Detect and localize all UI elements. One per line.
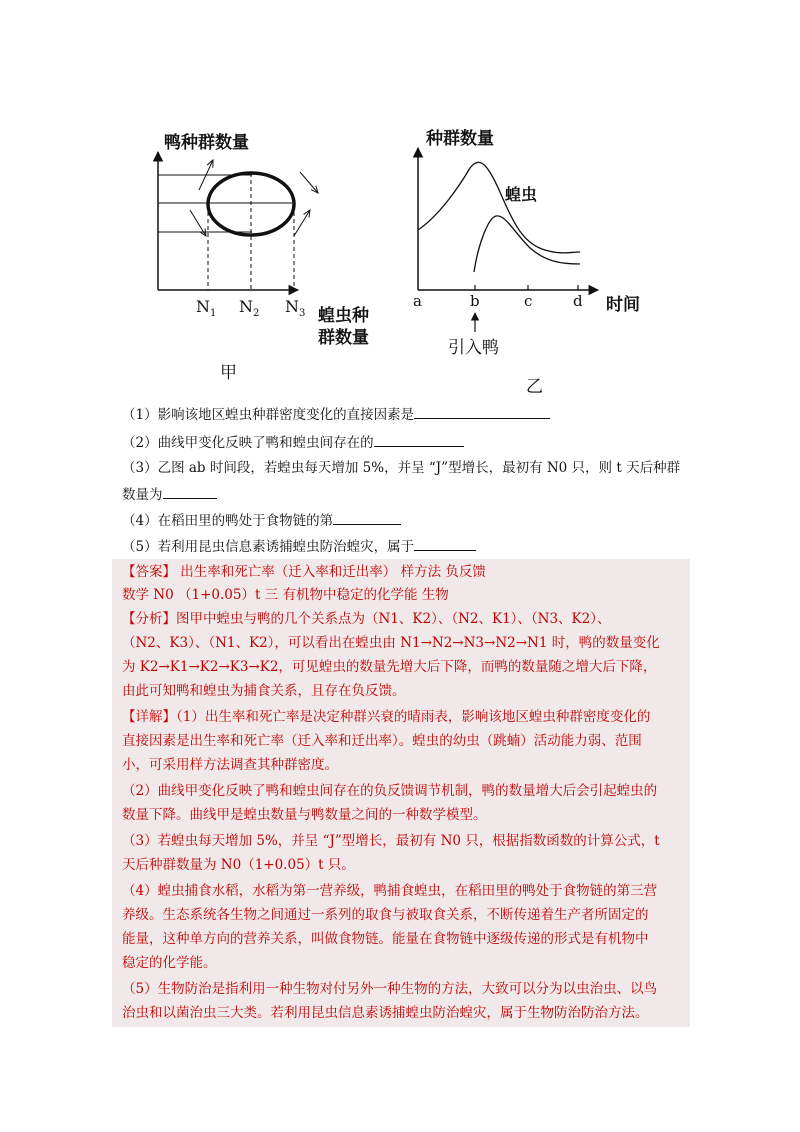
question-4-text: （4）在稻田里的鸭处于食物链的第 <box>122 513 334 529</box>
figure-area <box>0 0 800 400</box>
figure-yi <box>418 148 598 332</box>
question-3-line-2 <box>122 484 217 505</box>
jia-n3-sub: 3 <box>299 308 306 320</box>
jia-y-label: 鸭种群数量 <box>164 133 249 153</box>
jia-n1-label <box>196 297 216 319</box>
figure-svg <box>0 0 800 400</box>
question-2-blank[interactable] <box>374 432 464 447</box>
figure-jia <box>158 152 318 290</box>
detail-line-7: 天后种群数量为 N0（1+0.05）t 只。 <box>122 857 355 873</box>
jia-n3-text: N <box>285 297 299 316</box>
question-5-text: （5）若利用昆虫信息素诱捕蝗虫防治蝗灾，属于 <box>122 539 415 555</box>
question-3-line-1: （3）乙图 ab 时间段，若蝗虫每天增加 5%，并呈 “J”型增长，最初有 N0 只，则 t 天后种群 <box>122 460 681 476</box>
analysis-line-4: 由此可知鸭和蝗虫为捕食关系，且存在负反馈。 <box>122 683 406 699</box>
jia-n2-label <box>239 297 259 319</box>
detail-line-3: 小，可采用样方法调查其种群密度。 <box>122 757 338 773</box>
question-2 <box>122 432 464 453</box>
yi-arrow-note: 引入鸭 <box>448 338 499 358</box>
detail-line-1: 【详解】（1）出生率和死亡率是决定种群兴衰的晴雨表，影响该地区蝗虫种群密度变化的 <box>122 709 651 725</box>
detail-line-6: （3）若蝗虫每天增加 5%，并呈 “J”型增长，最初有 N0 只，根据指数函数的计算公式，t <box>122 833 660 849</box>
answer-line-1: 【答案】 出生率和死亡率（迁入率和迁出率） 样方法 负反馈 <box>122 564 486 580</box>
detail-line-11: 稳定的化学能。 <box>122 955 217 971</box>
jia-x-label-2: 群数量 <box>318 328 369 348</box>
question-2-text: （2）曲线甲变化反映了鸭和蝗虫间存在的 <box>122 435 374 451</box>
question-1-blank[interactable] <box>414 404 550 419</box>
jia-n3-label <box>285 297 305 319</box>
yi-locust-curve <box>418 162 580 253</box>
question-3-blank[interactable] <box>163 484 217 499</box>
question-5 <box>122 536 476 557</box>
analysis-line-1: 【分析】图甲中蝗虫与鸭的几个关系点为（N1、K2）、（N2、K1）、（N3、K2）、 <box>122 611 611 627</box>
jia-arrow-4 <box>294 210 310 236</box>
jia-arrow-2 <box>300 172 318 193</box>
question-3-text: 数量为 <box>122 487 163 503</box>
yi-tick-a: a <box>413 292 422 310</box>
jia-caption: 甲 <box>220 363 237 383</box>
analysis-line-2: （N2、K3）、（N1、K2），可以看出在蝗虫由 N1→N2→N3→N2→N1 时，鸭的数量变化 <box>122 635 660 651</box>
detail-line-10: 能量，这种单方向的营养关系，叫做食物链。能量在食物链中逐级传递的形式是有机物中 <box>122 931 649 947</box>
detail-line-8: （4）蝗虫捕食水稻，水稻为第一营养级，鸭捕食蝗虫，在稻田里的鸭处于食物链的第三营 <box>122 883 658 899</box>
answer-block <box>112 559 690 1027</box>
answer-line-2: 数学 N0 （1+0.05）t 三 有机物中稳定的化学能 生物 <box>122 587 449 603</box>
detail-line-9: 养级。生态系统各生物之间通过一系列的取食与被取食关系，不断传递着生产者所固定的 <box>122 907 649 923</box>
jia-n1-sub: 1 <box>210 308 217 320</box>
detail-line-12: （5）生物防治是指利用一种生物对付另外一种生物的方法，大致可以分为以虫治虫、以鸟 <box>122 981 658 997</box>
yi-tick-d-label: d <box>573 292 583 310</box>
question-5-blank[interactable] <box>414 536 476 551</box>
jia-n1-text: N <box>196 297 210 316</box>
question-4-blank[interactable] <box>333 510 401 525</box>
yi-tick-c-label: c <box>524 292 533 310</box>
yi-y-label: 种群数量 <box>426 129 494 149</box>
yi-series-label: 蝗虫 <box>505 185 538 204</box>
detail-line-13: 治虫和以菌治虫三大类。若利用昆虫信息素诱捕蝗虫防治蝗灾，属于生物防治防治方法。 <box>122 1005 649 1021</box>
detail-line-5: 数量下降。曲线甲是蝗虫数量与鸭数量之间的一种数学模型。 <box>122 807 487 823</box>
jia-n2-text: N <box>239 297 253 316</box>
question-4 <box>122 510 401 531</box>
yi-duck-curve <box>474 216 580 272</box>
detail-line-2: 直接因素是出生率和死亡率（迁入率和迁出率）。蝗虫的幼虫（跳蝻）活动能力弱、范围 <box>122 733 642 749</box>
question-1 <box>122 404 550 425</box>
yi-tick-b-label: b <box>470 292 480 310</box>
detail-line-4: （2）曲线甲变化反映了鸭和蝗虫间存在的负反馈调节机制，鸭的数量增大后会引起蝗虫的 <box>122 783 658 799</box>
jia-x-label-1: 蝗虫种 <box>318 306 369 326</box>
analysis-line-3: 为 K2→K1→K2→K3→K2，可见蝗虫的数量先增大后下降，而鸭的数量随之增大后下降， <box>122 659 657 675</box>
yi-caption: 乙 <box>526 377 543 397</box>
yi-x-label: 时间 <box>606 295 640 315</box>
question-1-text: （1）影响该地区蝗虫种群密度变化的直接因素是 <box>122 407 415 423</box>
jia-n2-sub: 2 <box>253 308 260 320</box>
